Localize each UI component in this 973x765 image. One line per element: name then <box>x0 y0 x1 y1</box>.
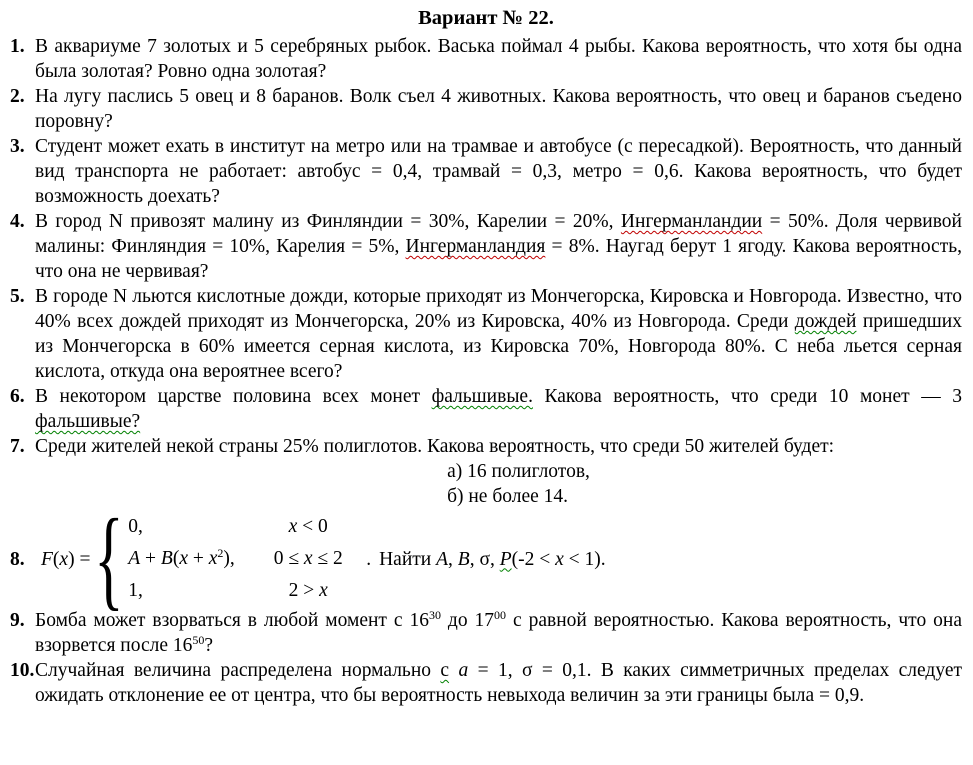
text-run: 30 <box>428 608 441 622</box>
text-run: ( <box>172 548 180 569</box>
text-run: x <box>208 548 218 569</box>
case-row-1 <box>128 514 356 540</box>
problem-10-text <box>35 658 962 708</box>
problem-10 <box>10 658 962 708</box>
text-run: B <box>160 548 173 569</box>
problem-5-number: 5. <box>10 286 25 307</box>
problem-6 <box>10 384 962 434</box>
text-run: до 17 <box>440 610 495 631</box>
text-run: , σ, <box>469 548 500 570</box>
problem-10-number: 10. <box>10 660 35 681</box>
subitem-a: а) 16 полиглотов, <box>447 461 590 482</box>
subitem-b: б) не более 14. <box>447 486 569 507</box>
problem-7 <box>10 434 962 509</box>
problem-5-text <box>35 284 962 384</box>
text-run: = 50%. Доля червивой малины: Финляндия = 10%, Карелия = 5%, <box>35 211 962 257</box>
problem-9-text <box>35 608 962 658</box>
case-2-expression <box>128 546 260 572</box>
problem-6-text <box>35 384 962 434</box>
case-2-condition <box>260 546 356 572</box>
text-run: с <box>440 660 450 681</box>
text-run: x <box>303 548 313 569</box>
text-run: Какова вероятность, что среди 10 монет — 3 <box>532 386 962 407</box>
text-run: x <box>319 580 328 601</box>
text-run: x <box>179 548 188 569</box>
problem-9-number: 9. <box>10 610 25 631</box>
problem-1-number: 1. <box>10 36 25 57</box>
text-run: (-2 < <box>511 548 556 570</box>
text-run: На лугу паслись 5 овец и 8 баранов. Волк съел 4 животных. Какова вероятность, что овец и баранов съедено поровну? <box>35 86 962 132</box>
problem-1 <box>10 34 962 84</box>
case-1-condition <box>260 514 356 540</box>
text-run: = 1, σ = 0,1. В каких симметричных пределах следует ожидать отклонение ее от центра, что бы вероятность невыхода величин за эти границы была = 0,9. <box>35 660 962 706</box>
problem-1-text <box>35 34 962 84</box>
problem-7-text <box>35 434 962 459</box>
text-run: Ингерманландия <box>405 236 546 257</box>
text-run: 2 > <box>288 580 320 601</box>
text-run: a <box>458 660 469 681</box>
problem-4-text <box>35 209 962 284</box>
sentence-period: . <box>366 548 372 570</box>
text-run: A <box>436 548 449 570</box>
text-run: с равной вероятностью. Какова вероятность, что она взорвется после 16 <box>35 610 962 656</box>
text-run: В аквариуме 7 золотых и 5 серебряных рыбок. Васька поймал 4 рыбы. Какова вероятность, что хотя бы одна была золотая? Ровно одна золотая? <box>35 36 962 82</box>
problem-9 <box>10 608 962 658</box>
text-run: < 1). <box>563 548 606 570</box>
problem-7-number: 7. <box>10 436 25 457</box>
case-3-expression <box>128 578 260 604</box>
text-run: Случайная величина распределена нормально <box>35 660 441 681</box>
problem-6-number: 6. <box>10 386 25 407</box>
text-run: ≤ 2 <box>312 548 343 569</box>
problem-2 <box>10 84 962 134</box>
text-run: = 8%. Наугад берут 1 ягоду. Какова вероятность, что она не червивая? <box>35 236 962 282</box>
text-run: Ингерманландии <box>620 211 763 232</box>
problem-8-number: 8. <box>10 548 25 570</box>
page-title: Вариант № 22. <box>418 7 554 29</box>
text-run: 0, <box>128 516 143 537</box>
text-run: 50 <box>192 633 205 647</box>
text-run: В некотором царстве половина всех монет <box>35 386 432 407</box>
text-run: + <box>187 548 209 569</box>
curly-brace: { <box>94 497 125 621</box>
text-run: Найти <box>379 548 437 570</box>
text-run: 0 ≤ <box>273 548 304 569</box>
text-run: B <box>457 548 470 570</box>
text-run: P <box>499 548 512 570</box>
case-row-2 <box>128 546 356 572</box>
text-run: дождей <box>794 311 857 332</box>
text-run: x <box>288 516 298 537</box>
function-label <box>41 547 90 572</box>
text-run: Среди жителей некой страны 25% полиглотов. Какова вероятность, что среди 50 жителей будет: <box>35 436 835 457</box>
text-run: фальшивые? <box>35 411 141 432</box>
find-task-text <box>379 547 606 572</box>
piecewise-cases <box>128 514 356 604</box>
text-run: F <box>41 548 53 570</box>
text-run: Бомба может взорваться в любой момент с 16 <box>35 610 429 631</box>
problem-7-body <box>35 434 962 509</box>
text-run: 2 <box>217 546 224 560</box>
problem-4-number: 4. <box>10 211 25 232</box>
text-run: x <box>59 548 69 570</box>
problem-3 <box>10 134 962 209</box>
text-run: 1, <box>128 580 143 601</box>
text-run: < 0 <box>297 516 328 537</box>
problem-7-subitems <box>447 459 590 509</box>
text-run: фальшивые. <box>431 386 533 407</box>
case-row-3 <box>128 578 356 604</box>
text-run: ), <box>223 548 235 569</box>
text-run: Студент может ехать в институт на метро или на трамвае и автобусе (с пересадкой). Вероятность, что данный вид транспорта не работает: автобус = 0,4, трамвай = 0,3, метро = 0,6. Какова вероятность, что будет возможность доехать? <box>35 136 962 207</box>
text-run: + <box>140 548 161 569</box>
problem-3-number: 3. <box>10 136 25 157</box>
problem-4 <box>10 209 962 284</box>
text-run: 00 <box>494 608 507 622</box>
problem-2-number: 2. <box>10 86 25 107</box>
problem-5 <box>10 284 962 384</box>
text-run: ) = <box>68 548 91 570</box>
text-run: , <box>448 548 458 570</box>
text-run: ? <box>204 635 214 656</box>
text-run: x <box>555 548 564 570</box>
text-run: ( <box>52 548 60 570</box>
problem-3-text <box>35 134 962 209</box>
case-3-condition <box>260 578 356 604</box>
text-run: A <box>128 548 141 569</box>
text-run: пришедших из Мончегорска в 60% имеется серная кислота, из Кировска 70%, Новгорода 80%. С неба льется серная кислота, откуда она вероятнее всего? <box>35 311 962 382</box>
text-run: В город N привозят малину из Финляндии = 30%, Карелии = 20%, <box>35 211 621 232</box>
case-1-expression <box>128 514 260 540</box>
problem-2-text <box>35 84 962 134</box>
text-run: В городе N льются кислотные дожди, которые приходят из Мончегорска, Кировска и Новгорода. Известно, что 40% всех дождей приходят из Мончегорска, 20% из Кировска, 40% из Новгорода. Среди <box>35 286 962 332</box>
